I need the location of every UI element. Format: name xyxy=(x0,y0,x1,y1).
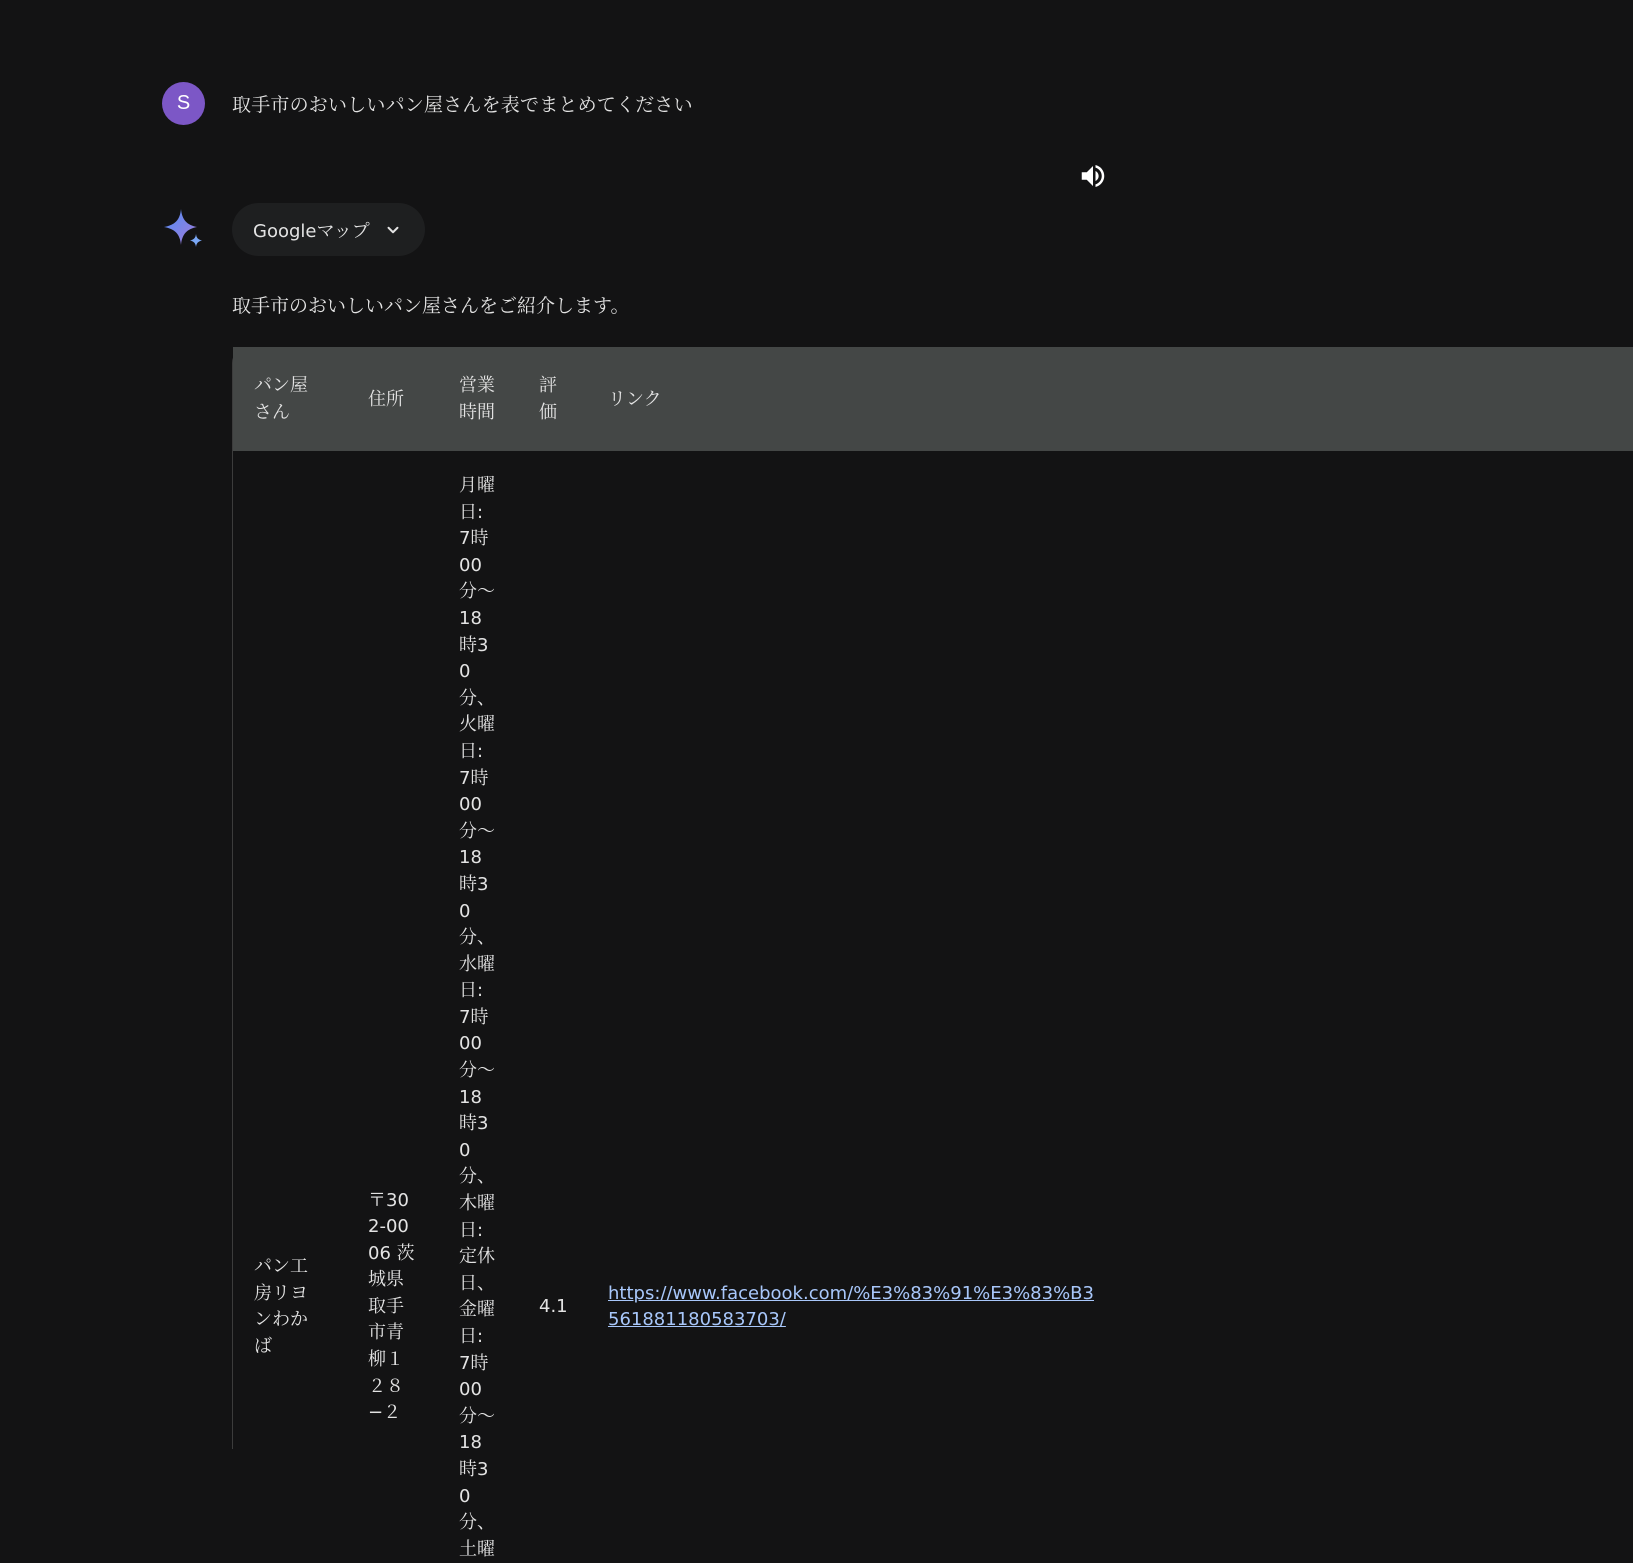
avatar-letter: S xyxy=(176,92,191,114)
header-link: リンク xyxy=(608,388,662,410)
speaker-icon[interactable] xyxy=(1078,161,1108,191)
table-row xyxy=(233,451,1633,1563)
header-hours: 営業時間 xyxy=(459,375,495,423)
avatar[interactable] xyxy=(162,82,205,125)
cell-hours: 月曜日: 7時00分～18時30分、火曜日: 7時00分～18時30分、水曜日: 7時00分～18時30分、木曜日: 定休日、金曜日: 7時00分～18時30分、土曜 xyxy=(459,475,495,1560)
header-bakery: パン屋さん xyxy=(254,375,308,423)
chevron-down-icon xyxy=(384,221,402,239)
source-chip-label: Googleマップ xyxy=(253,220,370,242)
source-chip[interactable] xyxy=(232,203,425,256)
facebook-link[interactable]: https://www.facebook.com/%E3%83%91%E3%83%B3 561881180583703/ xyxy=(608,1282,1094,1331)
table-header-row xyxy=(233,347,1633,451)
bakery-table-container[interactable] xyxy=(232,347,1094,1560)
cell-link xyxy=(587,451,1633,1563)
cell-address: 〒302-0006 茨城県取手市青柳１２８−２ xyxy=(368,1189,415,1424)
user-message xyxy=(162,82,693,125)
bakery-table xyxy=(233,347,1633,1563)
gemini-spark-icon xyxy=(161,207,207,253)
header-rating: 評価 xyxy=(539,375,557,423)
cell-rating: 4.1 xyxy=(539,1295,568,1317)
cell-bakery-name: パン工房リヨンわかば xyxy=(254,1255,308,1357)
header-address: 住所 xyxy=(368,388,404,410)
user-prompt-text: 取手市のおいしいパン屋さんを表でまとめてください xyxy=(232,94,693,116)
response-intro: 取手市のおいしいパン屋さんをご紹介します。 xyxy=(232,295,630,317)
